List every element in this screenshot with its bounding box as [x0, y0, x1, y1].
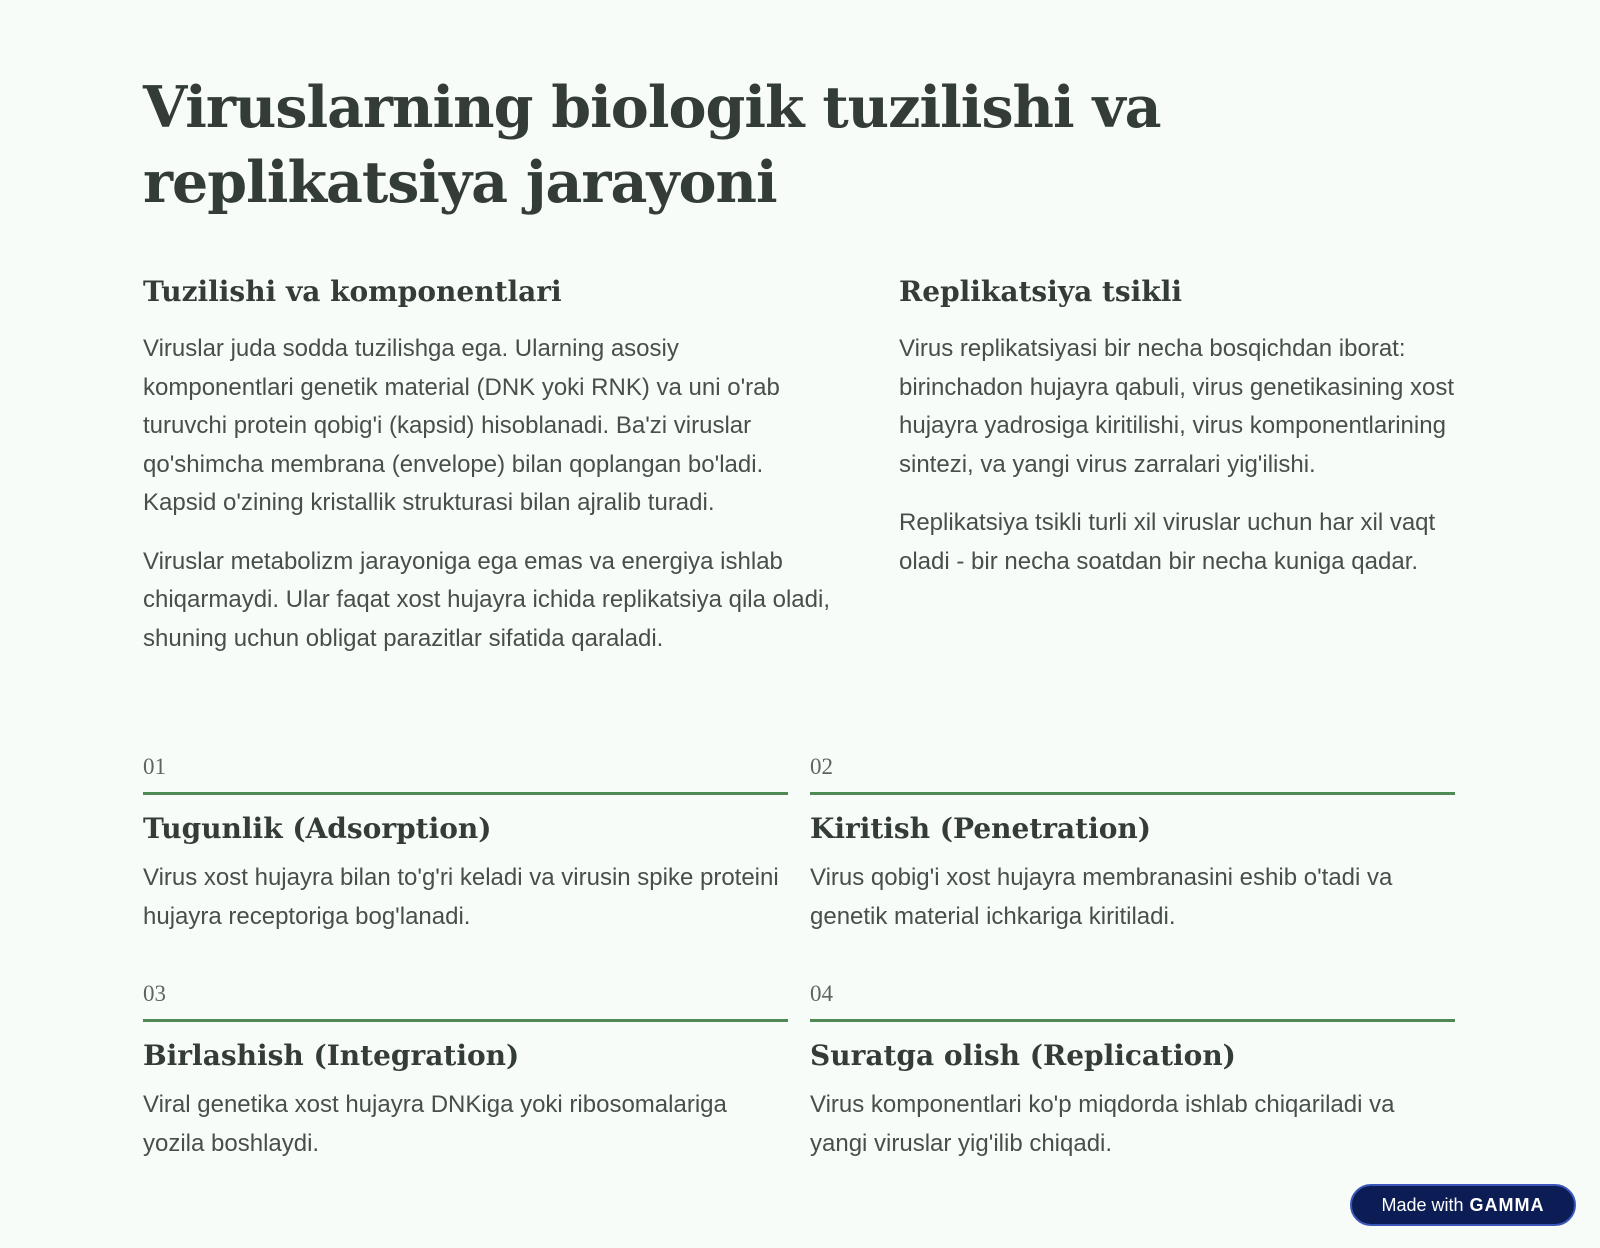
- step-divider: [143, 792, 788, 795]
- step-card: [810, 981, 1455, 1163]
- step-number: 03: [143, 981, 166, 1006]
- step-description: Virus xost hujayra bilan to'g'ri keladi va virusin spike proteini hujayra receptoriga bog'lanadi.: [143, 864, 779, 930]
- structure-section: [143, 272, 833, 678]
- step-description: Viral genetika xost hujayra DNKiga yoki ribosomalariga yozila boshlaydi.: [143, 1091, 727, 1157]
- replication-section: [899, 272, 1469, 601]
- made-with-gamma-badge[interactable]: [1350, 1184, 1576, 1226]
- structure-heading: Tuzilishi va komponentlari: [143, 275, 562, 308]
- step-title: Tugunlik (Adsorption): [143, 812, 492, 845]
- step-divider: [143, 1019, 788, 1022]
- step-title: Kiritish (Penetration): [810, 812, 1152, 845]
- structure-paragraph: Viruslar juda sodda tuzilishga ega. Ularning asosiy komponentlari genetik material (DNK yoki RNK) va uni o'rab turuvchi protein qobig'i (kapsid) hisoblanadi. Ba'zi viruslar qo'shimcha membrana (envelope) bilan qoplangan bo'ladi. Kapsid o'zining kristallik strukturasi bilan ajralib turadi.: [143, 335, 780, 516]
- step-description: Virus qobig'i xost hujayra membranasini eshib o'tadi va genetik material ichkariga kiritiladi.: [810, 864, 1393, 930]
- step-card: [143, 981, 788, 1163]
- step-divider: [810, 792, 1455, 795]
- page-title: Viruslarning biologik tuzilishi va replikatsiya jarayoni: [143, 74, 1161, 216]
- replication-paragraph: Replikatsiya tsikli turli xil viruslar uchun har xil vaqt oladi - bir necha soatdan bir necha kuniga qadar.: [899, 509, 1436, 575]
- step-title: Birlashish (Integration): [143, 1039, 520, 1072]
- step-card: [810, 754, 1455, 936]
- step-number: 02: [810, 754, 833, 779]
- step-title: Suratga olish (Replication): [810, 1039, 1236, 1072]
- badge-prefix: Made with: [1381, 1194, 1464, 1215]
- step-number: 04: [810, 981, 833, 1006]
- gamma-logo-text: GAMMA: [1469, 1194, 1545, 1215]
- replication-heading: Replikatsiya tsikli: [899, 275, 1182, 308]
- step-card: [143, 754, 788, 936]
- step-divider: [810, 1019, 1455, 1022]
- step-description: Virus komponentlari ko'p miqdorda ishlab chiqariladi va yangi viruslar yig'ilib chiqadi.: [810, 1091, 1395, 1157]
- replication-paragraph: Virus replikatsiyasi bir necha bosqichdan iborat: birinchadon hujayra qabuli, virus genetikasining xost hujayra yadrosiga kiritilishi, virus komponentlarining sintezi, va yangi virus zarralari yig'ilishi.: [899, 335, 1454, 478]
- step-number: 01: [143, 754, 166, 779]
- structure-paragraph: Viruslar metabolizm jarayoniga ega emas va energiya ishlab chiqarmaydi. Ular faqat xost hujayra ichida replikatsiya qila oladi, shuning uchun obligat parazitlar sifatida qaraladi.: [143, 547, 830, 652]
